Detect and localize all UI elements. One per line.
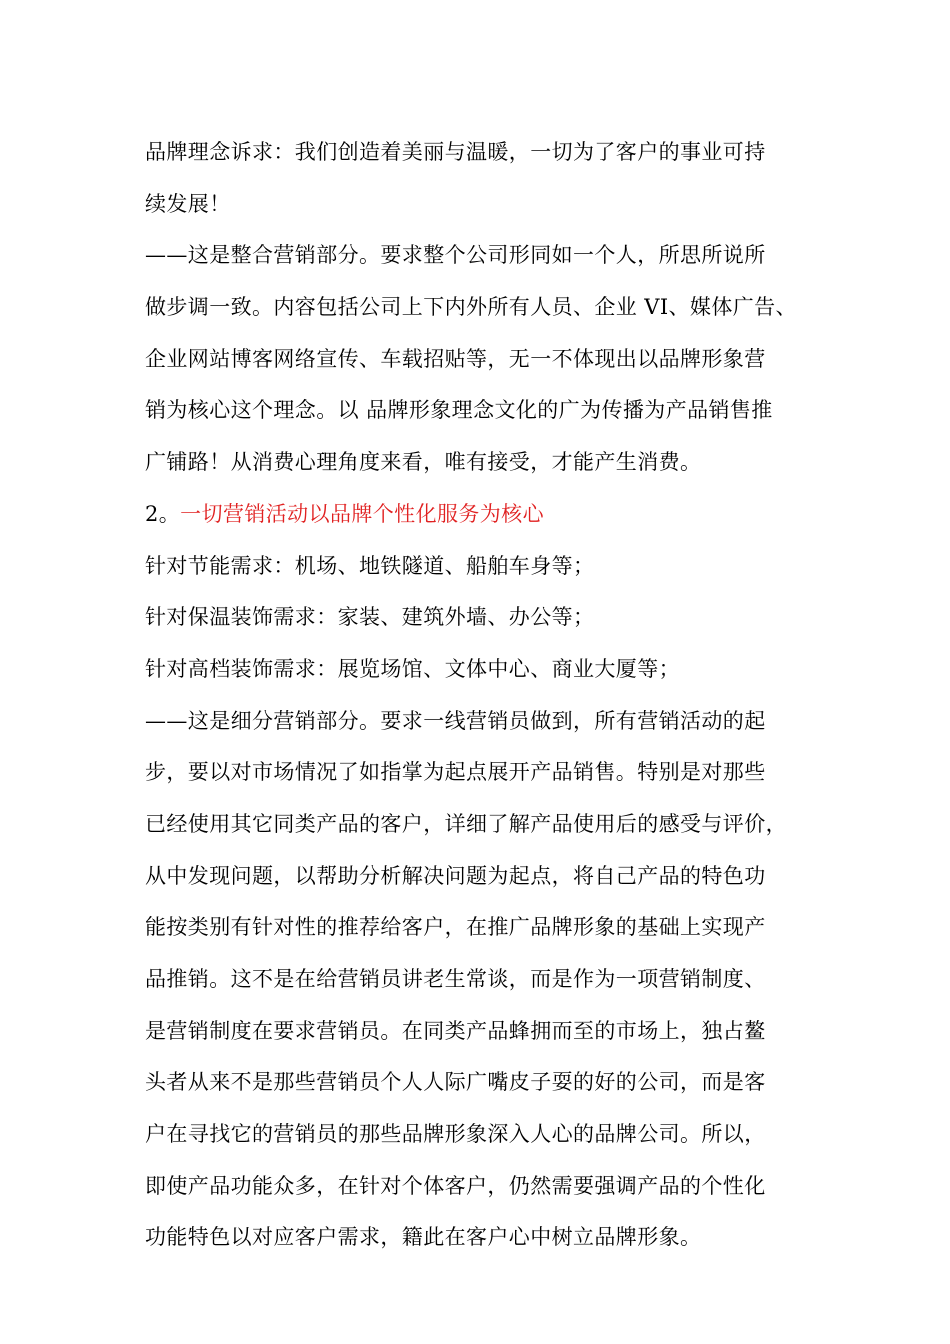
paragraph-line: 销为核心这个理念。以 品牌形象理念文化的广为传播为产品销售推 — [145, 398, 773, 423]
paragraph-line: 户在寻找它的营销员的那些品牌形象深入人心的品牌公司。所以， — [145, 1122, 766, 1147]
paragraph-line: 品牌理念诉求：我们创造着美丽与温暖，一切为了客户的事业可持 — [145, 140, 766, 164]
paragraph-line: 已经使用其它同类产品的客户，详细了解产品使用后的感受与评价， — [145, 811, 787, 836]
paragraph-line: 即使产品功能众多，在针对个体客户，仍然需要强调产品的个性化 — [145, 1173, 766, 1198]
paragraph-line: ——这是整合营销部分。要求整个公司形同如一个人，所思所说所 — [145, 243, 766, 268]
paragraph-line: 做步调一致。内容包括公司上下内外所有人员、企业 VI、媒体广告、 — [145, 295, 797, 320]
paragraph-line: 续发展！ — [145, 191, 231, 216]
list-item: 针对节能需求：机场、地铁隧道、船舶车身等； — [145, 553, 595, 578]
document-body — [145, 127, 815, 1264]
paragraph-line: 能按类别有针对性的推荐给客户，在推广品牌形象的基础上实现产 — [145, 915, 766, 940]
paragraph-line: 是营销制度在要求营销员。在同类产品蜂拥而至的市场上，独占鳌 — [145, 1018, 766, 1043]
paragraph-line: 品推销。这不是在给营销员讲老生常谈，而是作为一项营销制度、 — [145, 967, 766, 991]
paragraph-line: 头者从来不是那些营销员个人人际广嘴皮子耍的好的公司，而是客 — [145, 1070, 766, 1095]
list-item: 针对保温装饰需求：家装、建筑外墙、办公等； — [145, 605, 595, 630]
paragraph-line: 广铺路！从消费心理角度来看，唯有接受，才能产生消费。 — [145, 450, 702, 475]
paragraph-line: 功能特色以对应客户需求，籍此在客户心中树立品牌形象。 — [145, 1225, 702, 1250]
paragraph-line: 从中发现问题，以帮助分析解决问题为起点，将自己产品的特色功 — [145, 863, 766, 888]
paragraph-line: 步，要以对市场情况了如指掌为起点展开产品销售。特别是对那些 — [145, 760, 766, 785]
paragraph-line: 企业网站博客网络宣传、车载招贴等，无一不体现出以品牌形象营 — [145, 346, 766, 371]
section-heading-text: 一切营销活动以品牌个性化服务为核心 — [180, 501, 544, 526]
list-item: 针对高档装饰需求：展览场馆、文体中心、商业大厦等； — [145, 656, 680, 681]
section-heading-number: 2。 — [145, 501, 181, 526]
section-heading — [145, 489, 815, 541]
paragraph-line: ——这是细分营销部分。要求一线营销员做到，所有营销活动的起 — [145, 708, 766, 733]
